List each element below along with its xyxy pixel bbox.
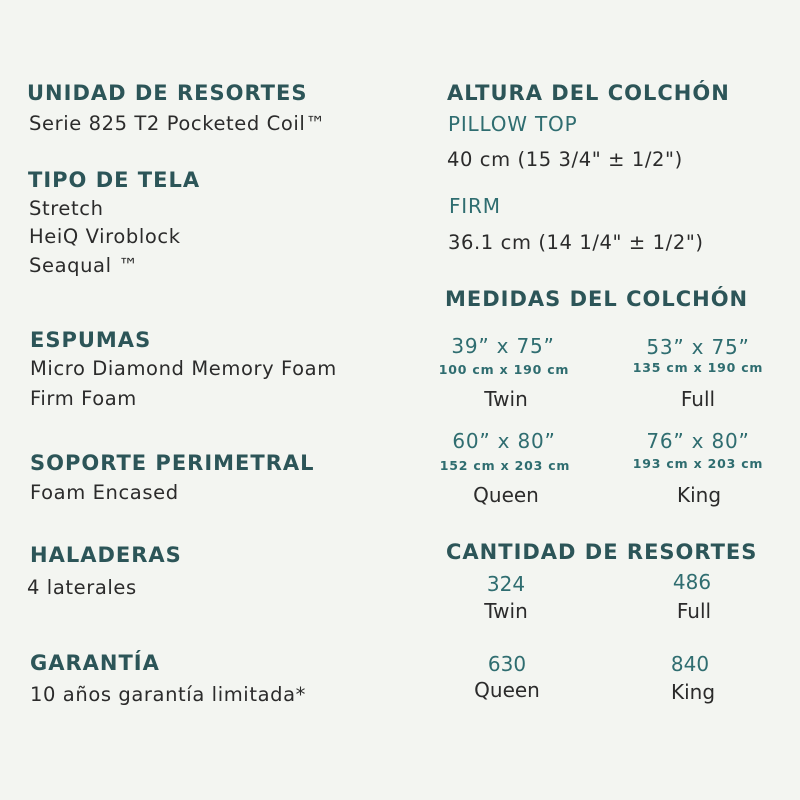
size-twin-cm: 100 cm x 190 cm — [438, 362, 570, 377]
coils-full-count: 486 — [672, 570, 712, 594]
size-queen-name: Queen — [473, 483, 539, 507]
fabric-line-2: HeiQ Viroblock — [29, 225, 181, 248]
coils-twin-name: Twin — [484, 599, 528, 623]
warranty-heading: GARANTÍA — [30, 651, 160, 675]
size-king-inches: 76” x 80” — [646, 429, 750, 453]
coils-queen-count: 630 — [487, 652, 527, 676]
pillow-top-label: PILLOW TOP — [448, 112, 578, 136]
coils-queen-name: Queen — [474, 678, 540, 702]
coils-full-name: Full — [676, 599, 712, 623]
foams-line-2: Firm Foam — [30, 387, 137, 410]
coils-twin-count: 324 — [486, 572, 526, 596]
coils-king-name: King — [670, 680, 716, 704]
size-twin-inches: 39” x 75” — [451, 334, 555, 358]
size-queen-cm: 152 cm x 203 cm — [439, 458, 571, 473]
firm-label: FIRM — [449, 194, 501, 218]
fabric-heading: TIPO DE TELA — [28, 168, 201, 192]
warranty-value: 10 años garantía limitada* — [30, 683, 306, 706]
fabric-line-3: Seaqual ™ — [29, 254, 139, 277]
perimeter-heading: SOPORTE PERIMETRAL — [30, 451, 315, 475]
coils-heading: CANTIDAD DE RESORTES — [446, 540, 758, 564]
fabric-line-1: Stretch — [29, 197, 104, 220]
foams-heading: ESPUMAS — [30, 328, 152, 352]
height-heading: ALTURA DEL COLCHÓN — [447, 81, 730, 105]
coils-king-count: 840 — [670, 652, 710, 676]
springs-value: Serie 825 T2 Pocketed Coil™ — [29, 112, 326, 135]
firm-value: 36.1 cm (14 1/4" ± 1/2") — [448, 231, 704, 254]
size-full-name: Full — [680, 387, 716, 411]
perimeter-value: Foam Encased — [30, 481, 179, 504]
sizes-heading: MEDIDAS DEL COLCHÓN — [445, 287, 749, 311]
springs-heading: UNIDAD DE RESORTES — [27, 81, 308, 105]
handles-value: 4 laterales — [27, 576, 137, 599]
size-king-name: King — [676, 483, 722, 507]
pillow-top-value: 40 cm (15 3/4" ± 1/2") — [447, 148, 683, 171]
handles-heading: HALADERAS — [30, 543, 182, 567]
size-full-inches: 53” x 75” — [646, 335, 750, 359]
size-king-cm: 193 cm x 203 cm — [632, 456, 764, 471]
size-queen-inches: 60” x 80” — [452, 429, 556, 453]
foams-line-1: Micro Diamond Memory Foam — [30, 357, 337, 380]
size-twin-name: Twin — [484, 387, 528, 411]
size-full-cm: 135 cm x 190 cm — [632, 360, 764, 375]
